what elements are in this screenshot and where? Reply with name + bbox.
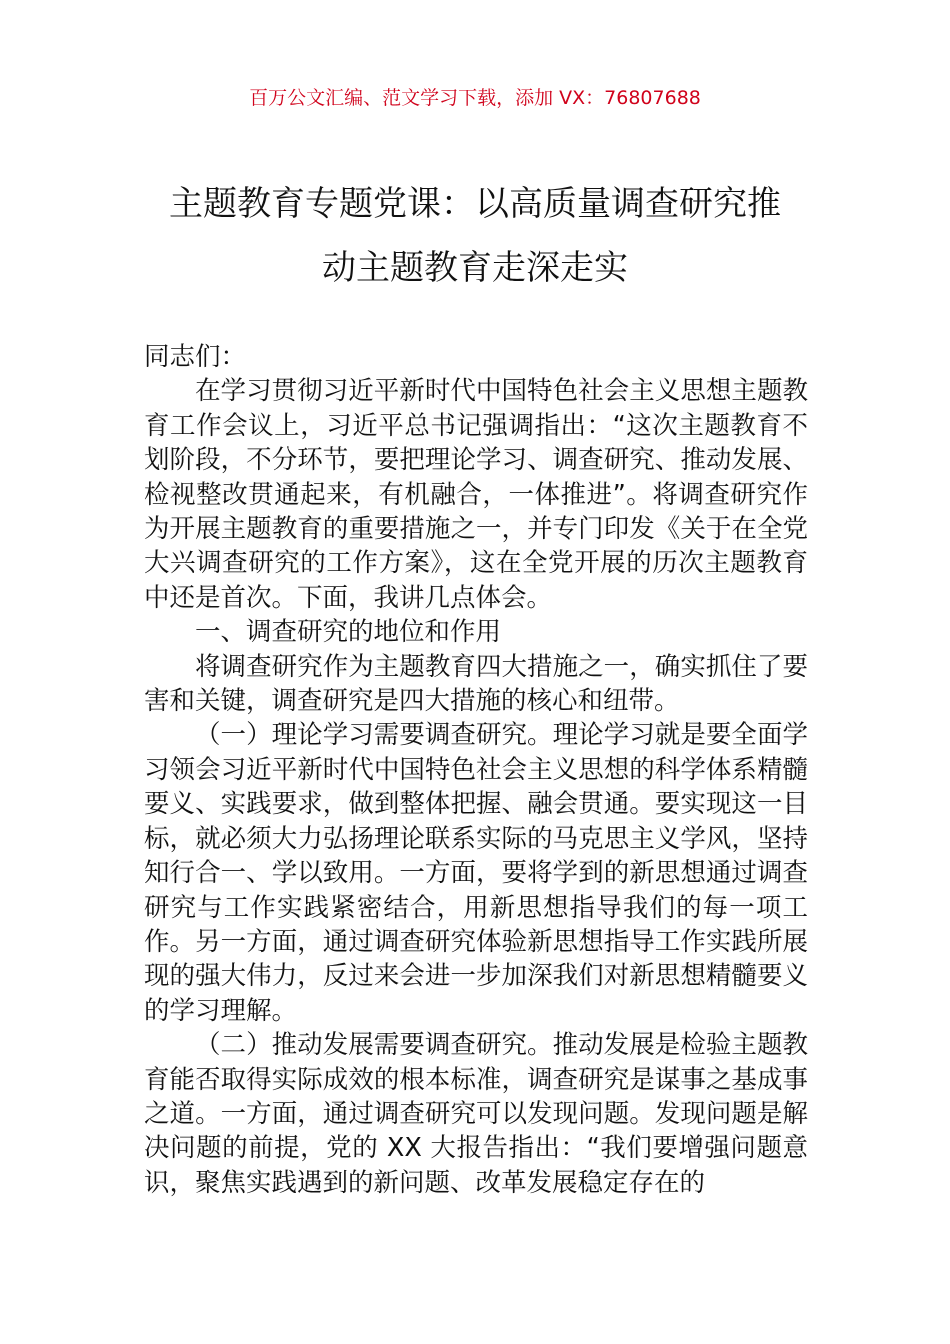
- section-heading-1: 一、调查研究的地位和作用: [195, 617, 502, 648]
- paragraph-subsection-2: （二）推动发展需要调查研究。推动发展是检验主题教育能否取得实际成效的根本标准，调查研究是谋事之基成事之道。一方面，通过调查研究可以发现问题。发现问题是解决问题的前提，党的 XX 大报告指出：“我们要增强问题意识，聚焦实践遇到的新问题、改革发展稳定存在的: [144, 1030, 808, 1198]
- document-body: [144, 340, 808, 1200]
- greeting: 同志们：: [144, 342, 247, 372]
- header-watermark-note: 百万公文汇编、范文学习下载，添加 VX：76807688: [249, 87, 701, 109]
- title-line-2: 动主题教育走深走实: [322, 248, 628, 288]
- paragraph-section-1-intro: 将调查研究作为主题教育四大措施之一，确实抓住了要害和关键，调查研究是四大措施的核心和纽带。: [144, 651, 808, 717]
- document-title: [130, 172, 820, 300]
- paragraph-intro: 在学习贯彻习近平新时代中国特色社会主义思想主题教育工作会议上，习近平总书记强调指出：“这次主题教育不划阶段，不分环节，要把理论学习、调查研究、推动发展、检视整改贯通起来，有机融合，一体推进”。将调查研究作为开展主题教育的重要措施之一，并专门印发《关于在全党大兴调查研究的工作方案》，这在全党开展的历次主题教育中还是首次。下面，我讲几点体会。: [144, 376, 808, 613]
- paragraph-subsection-1: （一）理论学习需要调查研究。理论学习就是要全面学习领会习近平新时代中国特色社会主义思想的科学体系精髓要义、实践要求，做到整体把握、融会贯通。要实现这一目标，就必须大力弘扬理论联系实际的马克思主义学风，坚持知行合一、学以致用。一方面，要将学到的新思想通过调查研究与工作实践紧密结合，用新思想指导我们的每一项工作。另一方面，通过调查研究体验新思想指导工作实践所展现的强大伟力，反过来会进一步加深我们对新思想精髓要义的学习理解。: [144, 720, 808, 1026]
- title-line-1: 主题教育专题党课：以高质量调查研究推: [169, 184, 781, 224]
